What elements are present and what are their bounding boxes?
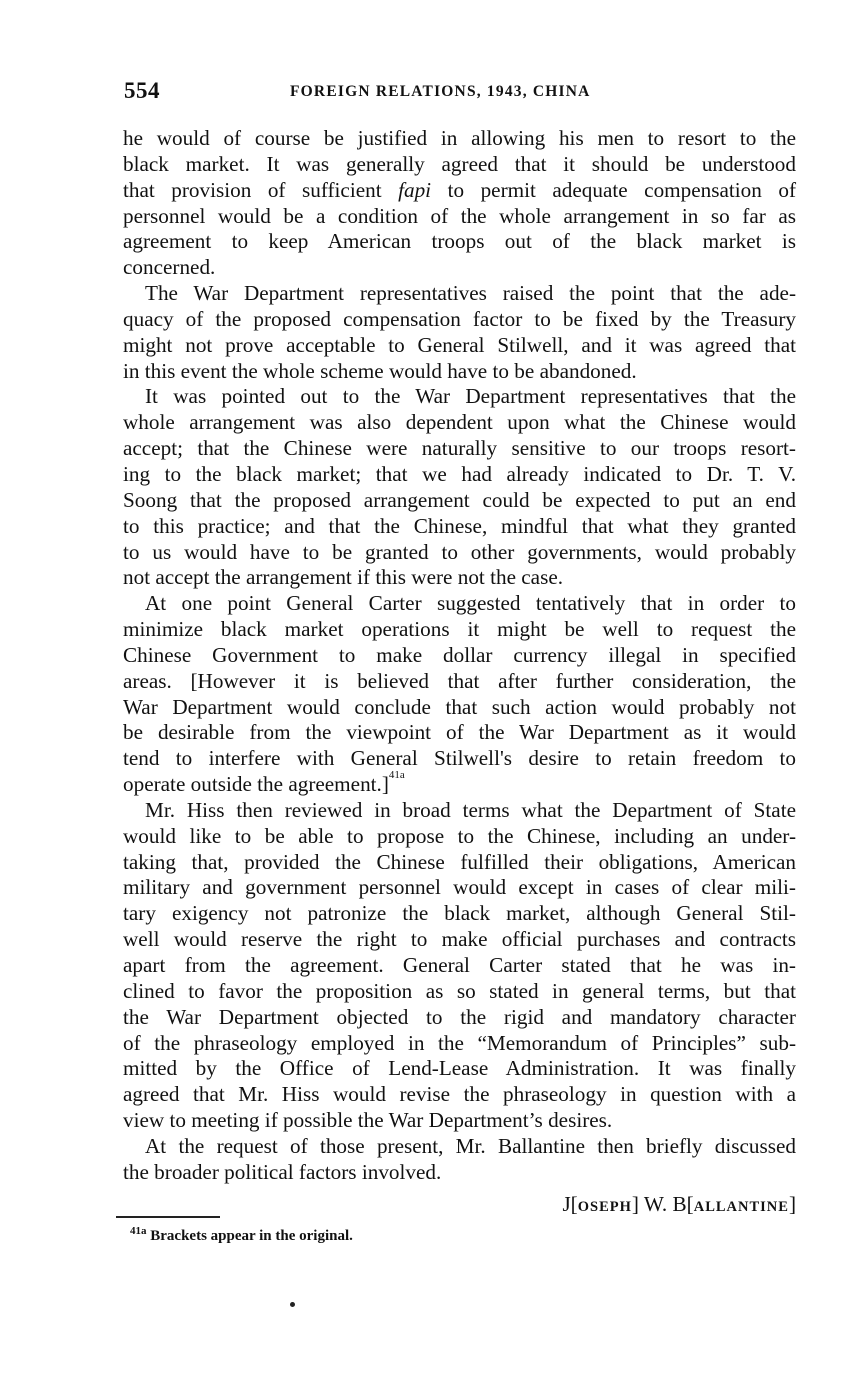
text-line-with-footnote xyxy=(123,769,796,798)
text-line: military and government personnel would except in cases of clear mili- xyxy=(123,875,796,900)
text-line: minimize black market operations it might be well to request the xyxy=(123,617,796,642)
text-line: to this practice; and that the Chinese, mindful that what they granted xyxy=(123,513,796,538)
running-head: FOREIGN RELATIONS, 1943, CHINA xyxy=(290,83,591,100)
text-line: ing to the black market; that we had already indicated to Dr. T. V. xyxy=(123,461,796,486)
text-line: tend to interfere with General Stilwell's desire to retain freedom to xyxy=(123,746,796,771)
text-line: be desirable from the viewpoint of the War Department as it would xyxy=(123,720,796,745)
text-line: clined to favor the proposition as so stated in general terms, but that xyxy=(123,978,796,1003)
text-line: personnel would be a condition of the whole arrangement in so far as xyxy=(123,203,796,228)
text-line: of the phraseology employed in the “Memorandum of Principles” sub- xyxy=(123,1030,796,1055)
text-line: view to meeting if possible the War Department’s desires. xyxy=(123,1108,613,1133)
text-line: accept; that the Chinese were naturally sensitive to our troops resort- xyxy=(123,436,796,461)
stray-dot xyxy=(290,1302,295,1307)
text-line: well would reserve the right to make official purchases and contracts xyxy=(123,927,796,952)
text-line: agreed that Mr. Hiss would revise the phraseology in question with a xyxy=(123,1082,796,1107)
text-line: he would of course be justified in allowing his men to resort to the xyxy=(123,126,796,150)
footnote-divider xyxy=(116,1216,220,1218)
footnote-text: Brackets appear in the original. xyxy=(150,1228,353,1244)
text-line: taking that, provided the Chinese fulfilled their obligations, American xyxy=(123,849,796,874)
text-line: would like to be able to propose to the Chinese, including an under- xyxy=(123,823,796,848)
text-line: Chinese Government to make dollar currency illegal in specified xyxy=(123,642,796,667)
text-line: not accept the arrangement if this were not the case. xyxy=(123,565,564,590)
paragraph-start: At one point General Carter suggested tentatively that in order to xyxy=(145,591,796,616)
text-line: operate outside the agreement.] xyxy=(123,772,389,797)
paragraph-start: At the request of those present, Mr. Ballantine then briefly discussed xyxy=(145,1133,796,1158)
paragraph-start: Mr. Hiss then reviewed in broad terms what the Department of State xyxy=(145,797,796,822)
text-line: Soong that the proposed arrangement could be expected to put an end xyxy=(123,487,796,512)
page-number: 554 xyxy=(124,78,160,103)
footnote xyxy=(130,1225,353,1245)
text-line: in this event the whole scheme would have to be abandoned. xyxy=(123,358,637,383)
text-line: mitted by the Office of Lend-Lease Administration. It was finally xyxy=(123,1056,796,1081)
paragraph-start: It was pointed out to the War Department representatives that the xyxy=(145,384,796,409)
body-text xyxy=(123,126,796,1218)
footnote-marker: 41a xyxy=(130,1225,147,1237)
italic-term: fapi xyxy=(398,177,432,202)
text-line: concerned. xyxy=(123,255,216,280)
text-line: tary exigency not patronize the black market, although General Stil- xyxy=(123,901,796,926)
text-line: the War Department objected to the rigid and mandatory character xyxy=(123,1004,796,1029)
text-line: to us would have to be granted to other governments, would probably xyxy=(123,539,796,564)
text-line: apart from the agreement. General Carter stated that he was in- xyxy=(123,953,796,977)
text-line: areas. [However it is believed that after further consideration, the xyxy=(123,668,796,693)
paragraph-start: The War Department representatives raised the point that the ade- xyxy=(145,281,796,306)
footnote-reference[interactable]: 41a xyxy=(388,769,405,782)
text-line: black market. It was generally agreed that it should be understood xyxy=(123,151,796,176)
text-line: agreement to keep American troops out of the black market is xyxy=(123,229,796,254)
text-line: whole arrangement was also dependent upon what the Chinese would xyxy=(123,410,796,435)
text-line: the broader political factors involved. xyxy=(123,1159,442,1184)
page-header xyxy=(124,78,796,108)
text-line: quacy of the proposed compensation factor to be fixed by the Treasury xyxy=(123,306,796,331)
signature: J[OSEPH] W. B[ALLANTINE] xyxy=(562,1191,796,1216)
text-line: War Department would conclude that such action would probably not xyxy=(123,694,796,719)
text-line: might not prove acceptable to General Stilwell, and it was agreed that xyxy=(123,332,796,357)
text-line-fapi: that provision of sufficient fapi to permit adequate compensation of xyxy=(123,177,796,202)
